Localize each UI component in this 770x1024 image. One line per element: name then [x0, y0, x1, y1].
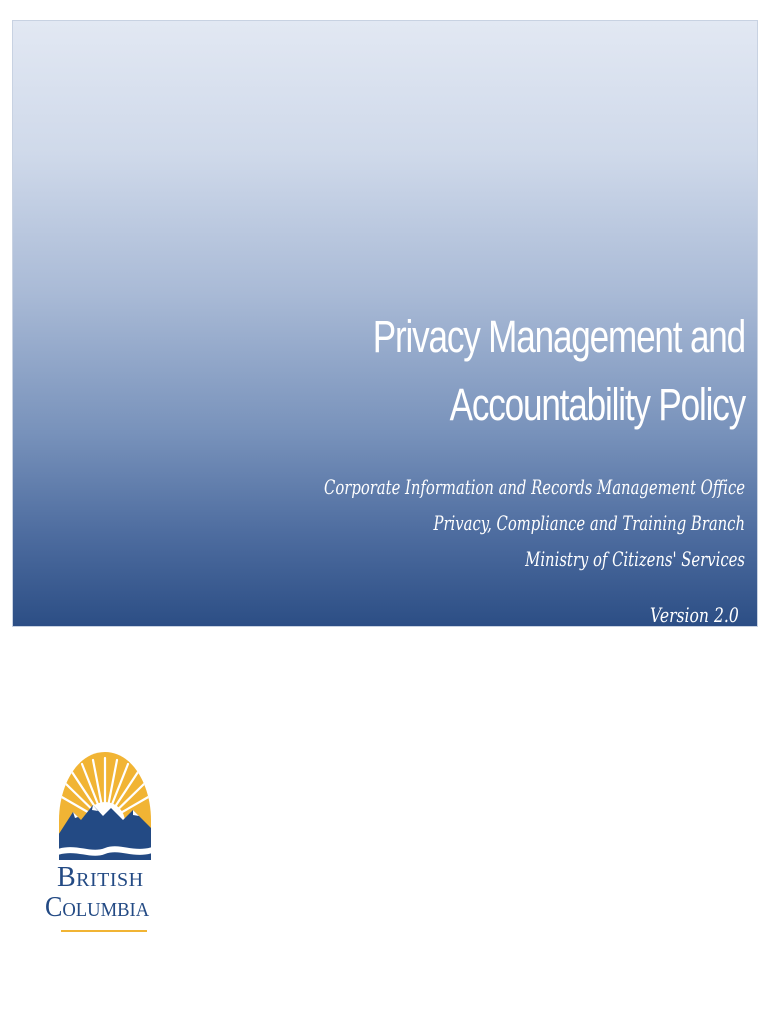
- cover-banner: [13, 21, 757, 626]
- british-columbia-logo: [45, 750, 165, 940]
- title-line-2: Accountability Policy: [449, 379, 745, 430]
- bc-wordmark-underline: [61, 930, 147, 932]
- document-title: [43, 303, 745, 439]
- version-label: Version 2.0: [650, 603, 739, 627]
- subtitle-ministry: Ministry of Citizens' Services: [525, 547, 745, 571]
- subtitle-office: Corporate Information and Records Management Office: [324, 475, 745, 499]
- subtitle-branch: Privacy, Compliance and Training Branch: [433, 511, 745, 535]
- bc-wordmark-line-1: British: [57, 862, 144, 893]
- subtitle-block: [227, 469, 745, 577]
- bc-wordmark: [45, 863, 165, 923]
- title-line-1: Privacy Management and: [372, 311, 745, 362]
- bc-sunburst-mountain-icon: [45, 750, 165, 865]
- bc-wordmark-line-2: Columbia: [45, 892, 150, 923]
